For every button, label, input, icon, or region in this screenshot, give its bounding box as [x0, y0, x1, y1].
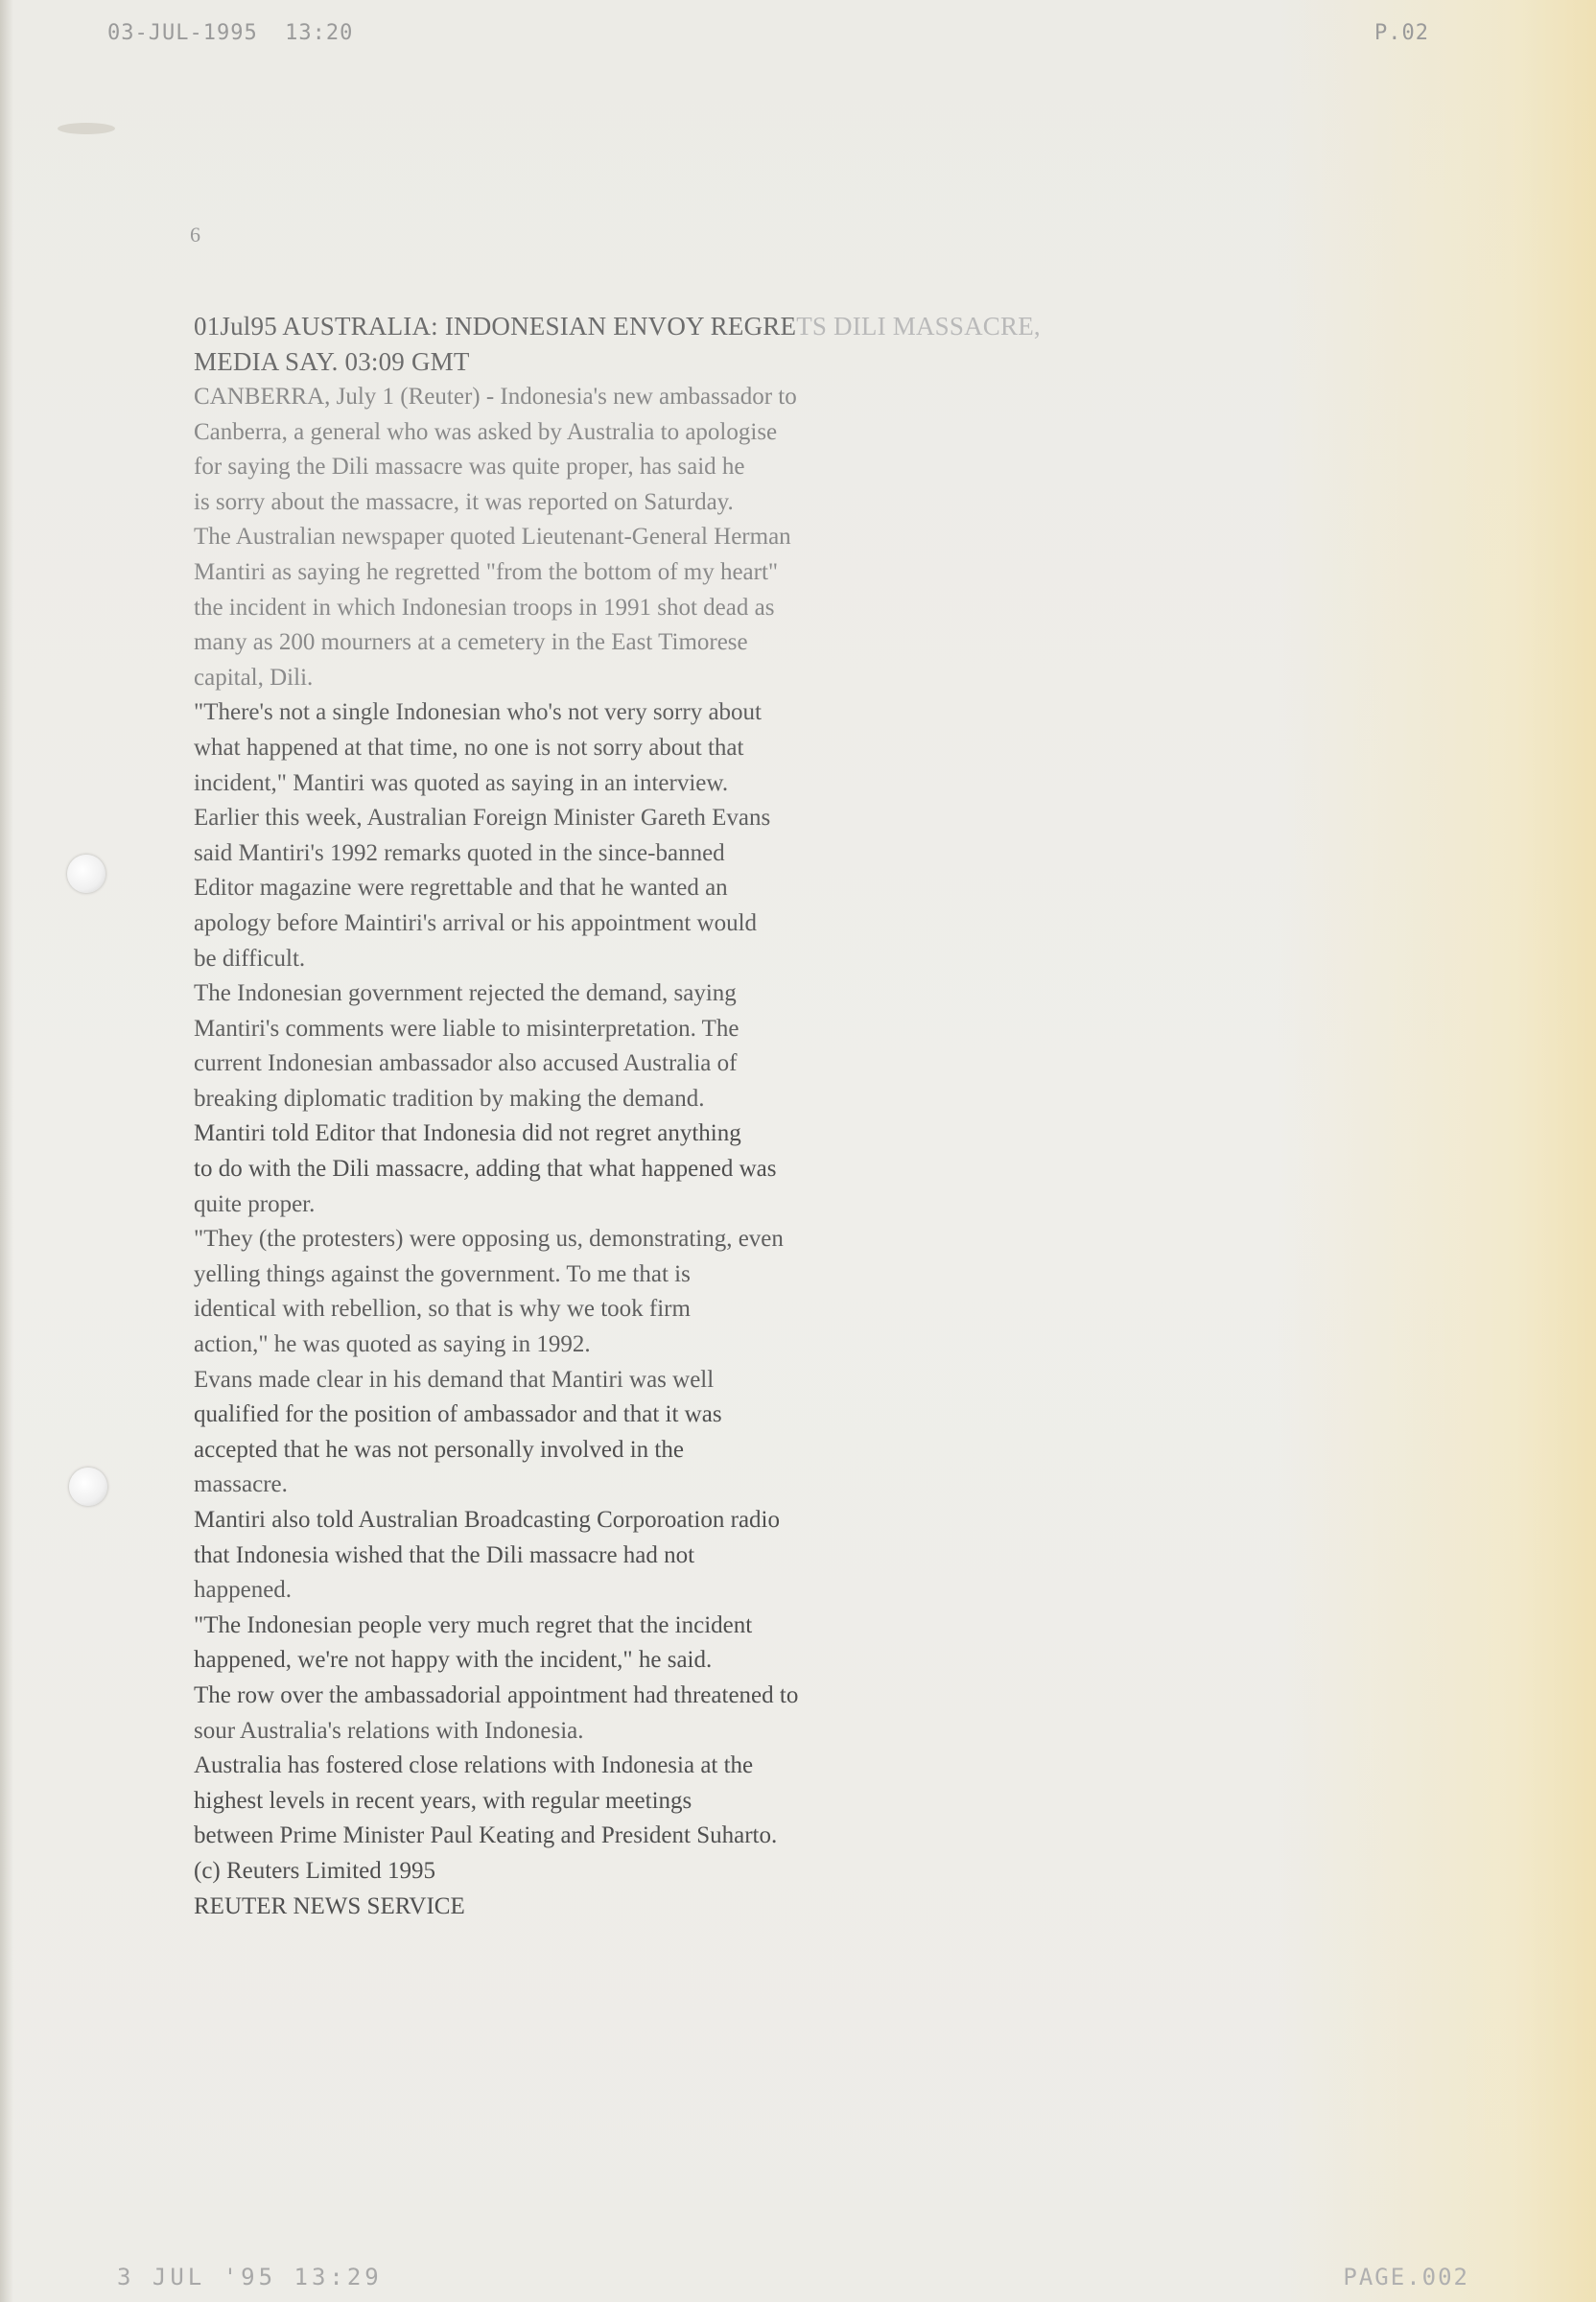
headline-line2: MEDIA SAY. 03:09 GMT [194, 347, 470, 376]
article-line: "They (the protesters) were opposing us, demonstrating, even [194, 1226, 784, 1253]
article-line: Mantiri also told Australian Broadcasting Corporoation radio [194, 1507, 780, 1533]
paper-edge-shadow [0, 0, 13, 2302]
article-line: sour Australia's relations with Indonesia. [194, 1717, 584, 1744]
article-line: Earlier this week, Australian Foreign Minister Gareth Evans [194, 805, 771, 832]
article-line: The row over the ambassadorial appointment had threatened to [194, 1681, 799, 1708]
fax-header-datetime: 03-JUL-1995 13:20 [107, 21, 354, 45]
article-line: "The Indonesian people very much regret that the incident [194, 1611, 753, 1638]
article-line: breaking diplomatic tradition by making the demand. [194, 1085, 705, 1112]
article-line: happened, we're not happy with the incident," he said. [194, 1647, 713, 1674]
article-line: happened. [194, 1577, 293, 1604]
article-line: capital, Dili. [194, 664, 314, 691]
paper-smudge [58, 123, 115, 134]
article-line: REUTER NEWS SERVICE [194, 1892, 465, 1919]
binder-hole [69, 1468, 107, 1506]
article-line: for saying the Dili massacre was quite proper, has said he [194, 454, 745, 481]
headline-line1-part1: 01Jul95 AUSTRALIA: INDONESIAN ENVOY REGRE [194, 312, 797, 341]
article-line: said Mantiri's 1992 remarks quoted in the since-banned [194, 839, 725, 866]
article-line: quite proper. [194, 1190, 316, 1217]
article-line: qualified for the position of ambassador and that it was [194, 1401, 722, 1428]
article-line: (c) Reuters Limited 1995 [194, 1857, 436, 1884]
article-line: action," he was quoted as saying in 1992. [194, 1331, 591, 1358]
article-line: be difficult. [194, 945, 306, 972]
fax-footer-page: PAGE.002 [1343, 2264, 1469, 2290]
headline-line1-part2: TS DILI MASSACRE, [796, 312, 1041, 341]
article-line: CANBERRA, July 1 (Reuter) - Indonesia's new ambassador to [194, 384, 797, 410]
binder-hole [67, 855, 106, 893]
news-article [194, 309, 1249, 1924]
article-line: Mantiri's comments were liable to misinterpretation. The [194, 1015, 739, 1042]
article-line: current Indonesian ambassador also accused Australia of [194, 1050, 738, 1077]
fax-header-page: P.02 [1374, 21, 1429, 45]
article-line: Evans made clear in his demand that Mantiri was well [194, 1366, 715, 1393]
article-line: accepted that he was not personally involved in the [194, 1436, 684, 1463]
article-line: Australia has fostered close relations with Indonesia at the [194, 1752, 754, 1779]
article-line: Mantiri as saying he regretted "from the bottom of my heart" [194, 558, 779, 585]
article-line: many as 200 mourners at a cemetery in the East Timorese [194, 629, 748, 656]
article-line: Editor magazine were regrettable and that he wanted an [194, 875, 728, 902]
article-line: highest levels in recent years, with regular meetings [194, 1787, 692, 1814]
article-line: what happened at that time, no one is not sorry about that [194, 734, 744, 761]
article-line: yelling things against the government. To me that is [194, 1260, 691, 1287]
article-line: The Indonesian government rejected the demand, saying [194, 980, 737, 1007]
article-line: "There's not a single Indonesian who's not very sorry about [194, 699, 763, 726]
article-line: to do with the Dili massacre, adding that what happened was [194, 1156, 777, 1183]
page-number: 6 [190, 223, 200, 247]
article-line: the incident in which Indonesian troops in 1991 shot dead as [194, 594, 775, 621]
article-headline [194, 309, 1249, 380]
fax-footer-datetime: 3 JUL '95 13:29 [117, 2264, 383, 2290]
article-line: apology before Maintiri's arrival or his appointment would [194, 909, 758, 936]
article-line: that Indonesia wished that the Dili massacre had not [194, 1541, 695, 1568]
article-line: incident," Mantiri was quoted as saying in an interview. [194, 769, 729, 796]
article-line: identical with rebellion, so that is why we took firm [194, 1296, 691, 1323]
article-body [194, 380, 1249, 1924]
article-line: Mantiri told Editor that Indonesia did not regret anything [194, 1120, 741, 1147]
article-line: The Australian newspaper quoted Lieutenant-General Herman [194, 524, 791, 551]
article-line: between Prime Minister Paul Keating and President Suharto. [194, 1822, 778, 1849]
article-line: Canberra, a general who was asked by Australia to apologise [194, 418, 778, 445]
article-line: is sorry about the massacre, it was reported on Saturday. [194, 488, 734, 515]
article-line: massacre. [194, 1471, 288, 1498]
